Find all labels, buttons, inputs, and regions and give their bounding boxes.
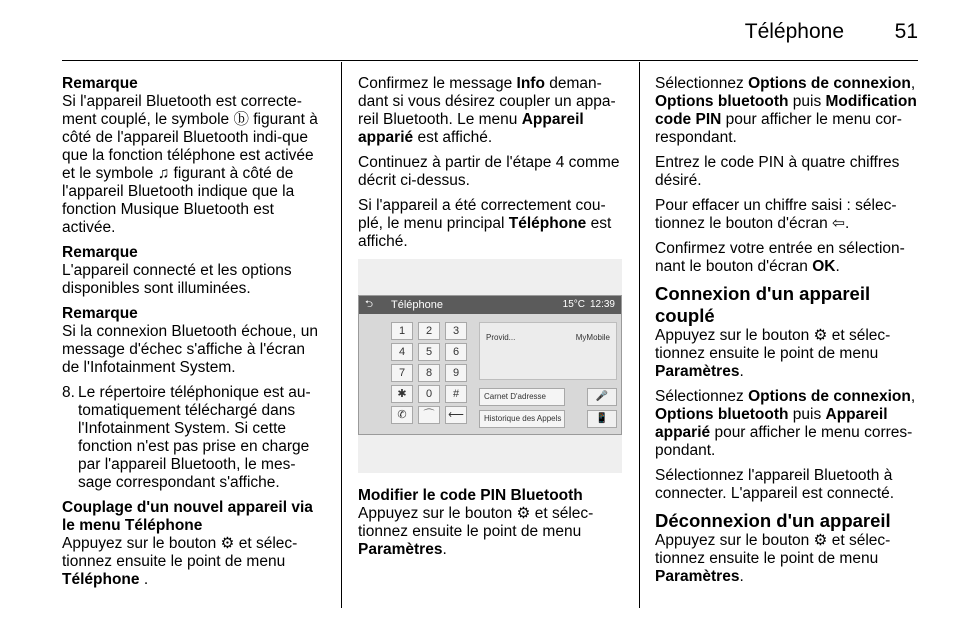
key-4: 4 <box>391 343 413 361</box>
column-divider-1 <box>341 62 342 608</box>
paragraph-text: . <box>739 363 744 380</box>
note-text: Si l'appareil Bluetooth est correcte-ment couplé, le symbole ⓑ figurant à côté de l'appareil Bluetooth indi-que que la fonction téléphone est activée et le symbole ♫ figurant à côté de l'appareil Bluetooth indique que la fonction Musique Bluetooth est activée. <box>62 93 318 236</box>
menu-term: Options de connexion <box>748 388 911 405</box>
header-divider <box>62 60 918 61</box>
column-divider-2 <box>639 62 640 608</box>
paragraph <box>655 532 919 586</box>
screen-title: Téléphone <box>391 299 443 311</box>
hangup-icon: ⌒ <box>418 406 440 424</box>
provider-label: Provid... <box>486 333 516 342</box>
key-6: 6 <box>445 343 467 361</box>
menu-term: Modification code PIN <box>655 93 917 128</box>
temperature: 15°C <box>562 299 585 310</box>
menu-term: Options bluetooth <box>655 406 789 423</box>
contacts-button: Carnet D'adresse <box>479 388 565 406</box>
menu-term: Appareil apparié <box>358 111 584 146</box>
paragraph <box>358 197 622 251</box>
note-2 <box>62 244 326 298</box>
page-header <box>0 0 960 62</box>
paragraph-text: . <box>739 568 744 585</box>
column-3 <box>655 75 919 593</box>
paragraph-text: Confirmez votre entrée en sélection-nant le bouton d'écran <box>655 240 905 275</box>
menu-term: Paramètres <box>655 568 740 585</box>
paragraph: Sélectionnez l'appareil Bluetooth à connecter. L'appareil est connecté. <box>655 467 895 502</box>
paragraph-text: . <box>835 258 840 275</box>
paragraph-text: . <box>139 571 149 588</box>
paragraph-text: Confirmez le message <box>358 75 517 92</box>
menu-term: Options de connexion <box>748 75 911 92</box>
paragraph-text: , <box>910 388 916 405</box>
step-number: 8. <box>62 384 75 401</box>
menu-term: OK <box>812 258 836 275</box>
key-hash: # <box>445 385 467 403</box>
step-8 <box>62 384 326 492</box>
key-7: 7 <box>391 364 413 382</box>
section-heading: Couplage d'un nouvel appareil via le menu Téléphone <box>62 499 313 534</box>
page-number: 51 <box>894 20 918 43</box>
paragraph <box>62 535 326 589</box>
screen-figure <box>358 259 622 473</box>
menu-term: Appareil apparié <box>655 406 888 441</box>
column-2 <box>358 75 622 566</box>
paragraph <box>358 75 622 147</box>
paragraph-text: Appuyez sur le bouton ⚙ et sélec-tionnez ensuite le point de menu <box>62 535 298 570</box>
microphone-mute-icon: 🎤 <box>587 388 617 406</box>
note-title: Remarque <box>62 244 138 261</box>
screen-title-bar <box>359 296 621 314</box>
paragraph-text: Appuyez sur le bouton ⚙ et sélec-tionnez ensuite le point de menu <box>655 532 891 567</box>
section-heading: Modifier le code PIN Bluetooth <box>358 487 583 504</box>
call-icon: ✆ <box>391 406 413 424</box>
note-title: Remarque <box>62 305 138 322</box>
page-title: Téléphone <box>744 20 844 43</box>
column-1 <box>62 75 326 596</box>
paragraph-text: est affiché. <box>413 129 493 146</box>
step-text: Le répertoire téléphonique est au-tomatiquement téléchargé dans l'Infotainment System. Si cette fonction n'est pas prise en charge par l'appareil Bluetooth, le mes-sage correspondant s'affiche. <box>78 384 311 491</box>
backspace-icon: ⟵ <box>445 406 467 424</box>
menu-term: Paramètres <box>358 541 443 558</box>
paragraph-text: pour afficher le menu corres-pondant. <box>655 424 913 459</box>
paragraph-text: pour afficher le menu cor-respondant. <box>655 111 902 146</box>
section-heading: Connexion d'un appareil couplé <box>655 283 871 326</box>
note-title: Remarque <box>62 75 138 92</box>
note-3 <box>62 305 326 377</box>
menu-term: Info <box>516 75 545 92</box>
menu-term: Téléphone <box>508 215 587 232</box>
paragraph-text: , <box>910 75 916 92</box>
infotainment-screen <box>358 295 622 435</box>
paragraph-text: Appuyez sur le bouton ⚙ et sélec-tionnez ensuite le point de menu <box>655 327 891 362</box>
section-heading: Déconnexion d'un appareil <box>655 510 891 531</box>
key-star: ✱ <box>391 385 413 403</box>
paragraph <box>358 505 622 559</box>
key-5: 5 <box>418 343 440 361</box>
paragraph-text: Sélectionnez <box>655 75 749 92</box>
note-text: Si la connexion Bluetooth échoue, un message d'échec s'affiche à l'écran de l'Infotainment System. <box>62 323 318 376</box>
back-arrow-icon: ⮌ <box>365 299 374 310</box>
menu-term: Paramètres <box>655 363 740 380</box>
paragraph: Pour effacer un chiffre saisi : sélec-tionnez le bouton d'écran ⇦. <box>655 197 897 232</box>
clock: 12:39 <box>589 299 615 310</box>
key-0: 0 <box>418 385 440 403</box>
handset-icon: 📱 <box>587 410 617 428</box>
paragraph <box>655 75 919 147</box>
paragraph-text: Appuyez sur le bouton ⚙ et sélec-tionnez ensuite le point de menu <box>358 505 594 540</box>
paragraph: Continuez à partir de l'étape 4 comme décrit ci-dessus. <box>358 154 620 189</box>
call-history-button: Historique des Appels <box>479 410 565 428</box>
paragraph-text: deman-dant si vous désirez coupler un appa-reil Bluetooth. Le menu <box>358 75 616 128</box>
paragraph-text: Si l'appareil a été correctement cou-plé, le menu principal <box>358 197 606 232</box>
note-text: L'appareil connecté et les options disponibles sont illuminées. <box>62 262 292 297</box>
paragraph-text: est affiché. <box>358 215 612 250</box>
key-8: 8 <box>418 364 440 382</box>
device-label: MyMobile <box>575 333 610 342</box>
phone-info-panel <box>479 322 617 380</box>
paragraph: Entrez le code PIN à quatre chiffres désiré. <box>655 154 900 189</box>
note-1 <box>62 75 326 237</box>
key-2: 2 <box>418 322 440 340</box>
key-1: 1 <box>391 322 413 340</box>
key-3: 3 <box>445 322 467 340</box>
paragraph <box>655 240 919 276</box>
paragraph <box>655 327 919 381</box>
paragraph-text: puis <box>788 406 826 423</box>
menu-term: Téléphone <box>62 571 140 588</box>
paragraph <box>655 388 919 460</box>
paragraph-text: Sélectionnez <box>655 388 749 405</box>
paragraph-text: puis <box>788 93 826 110</box>
menu-term: Options bluetooth <box>655 93 789 110</box>
key-9: 9 <box>445 364 467 382</box>
paragraph-text: . <box>442 541 447 558</box>
